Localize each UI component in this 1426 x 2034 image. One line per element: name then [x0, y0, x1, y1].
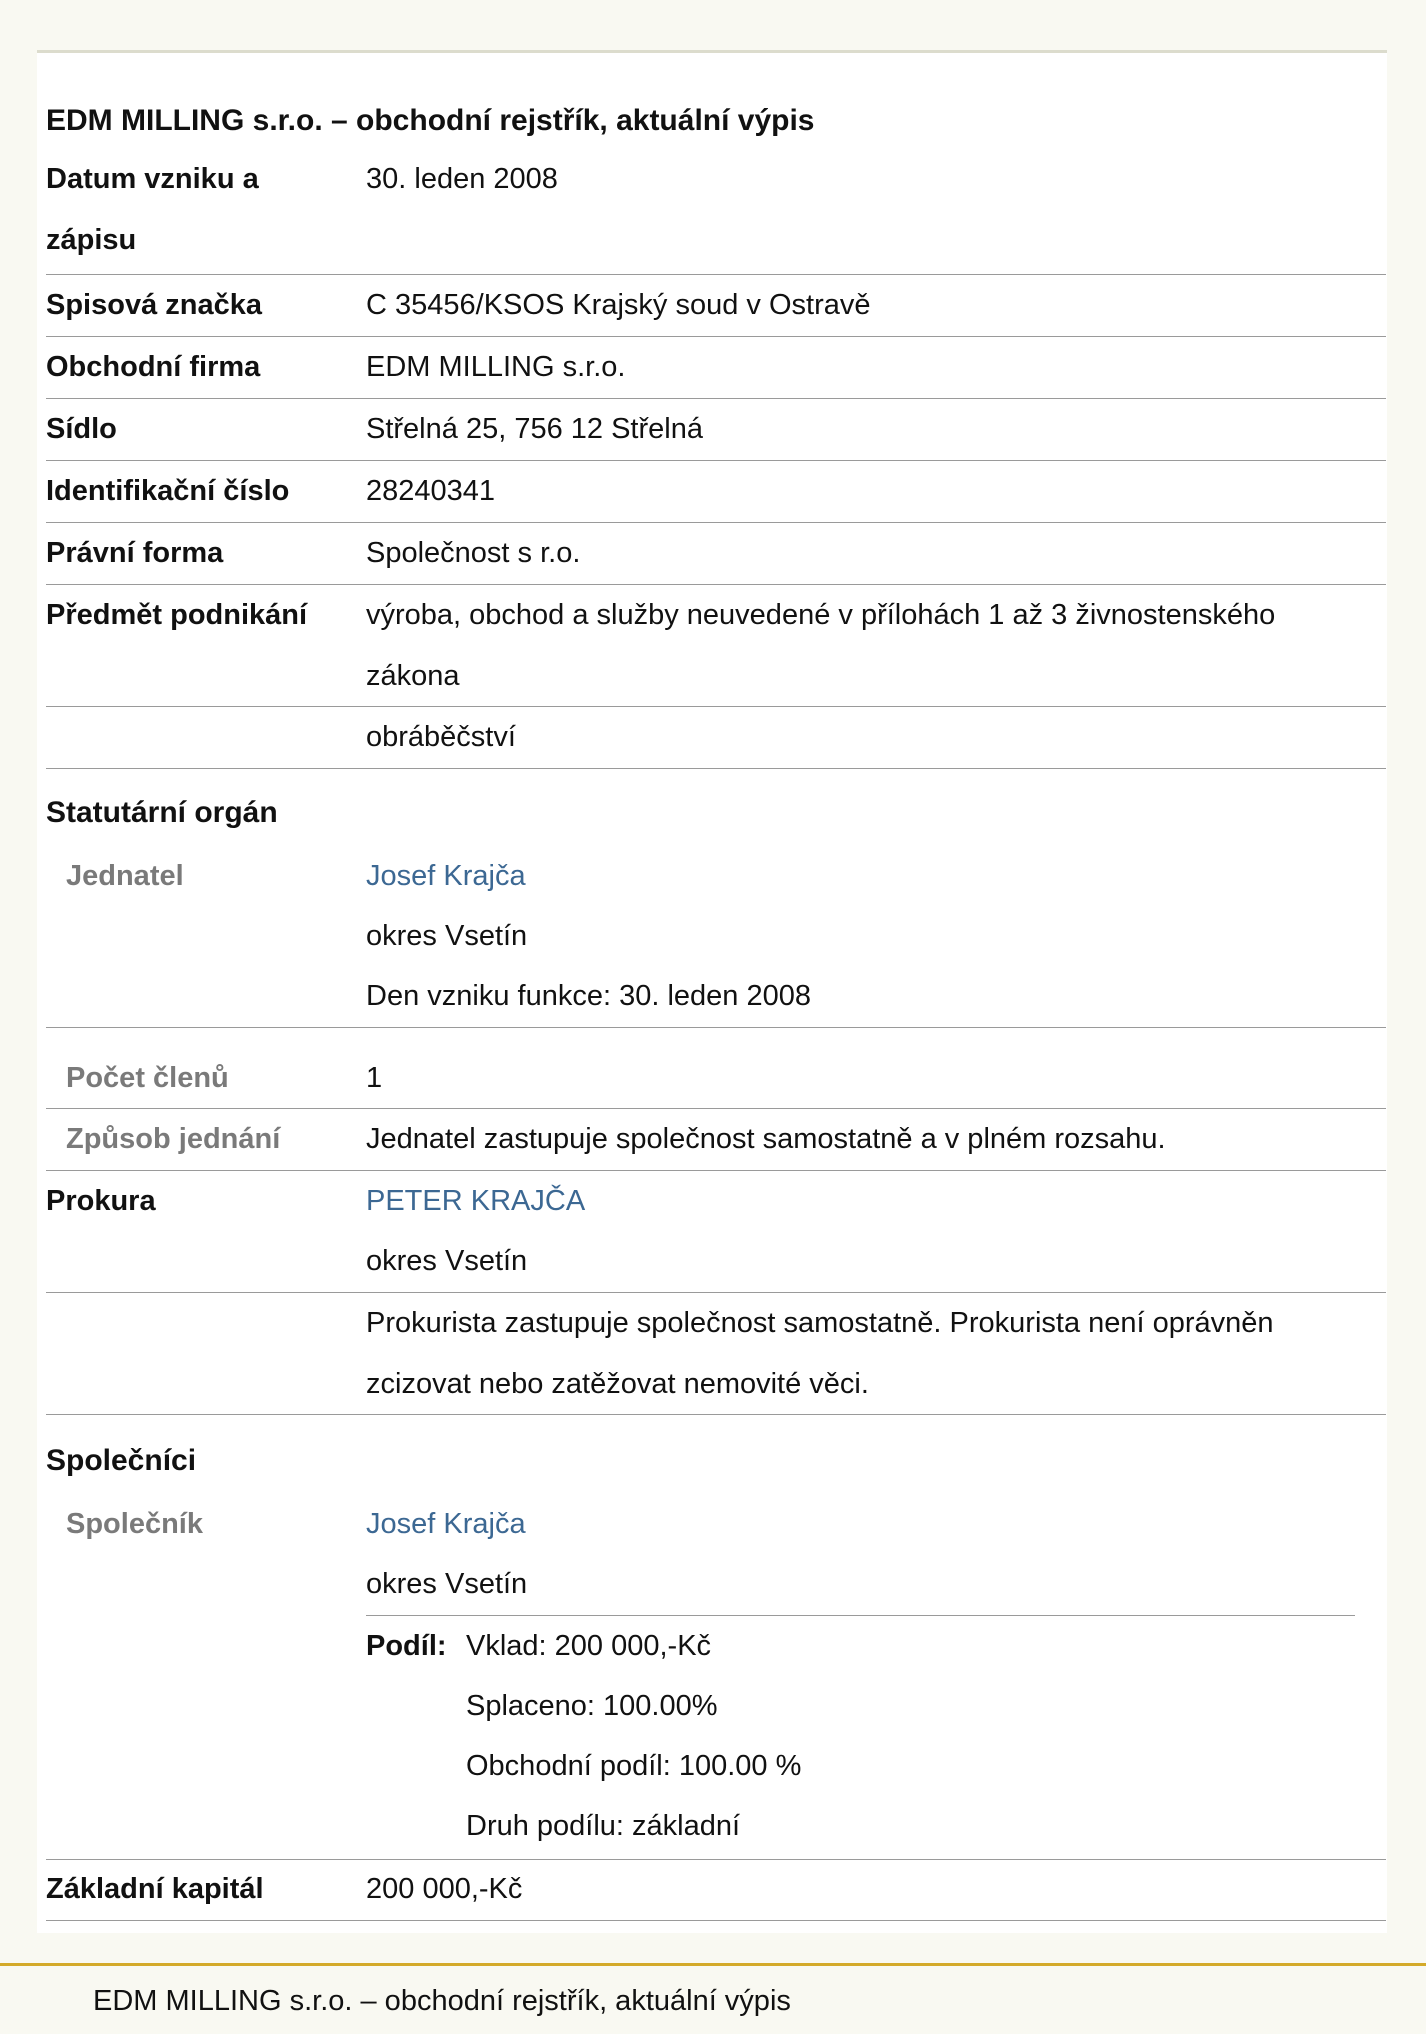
jednatel-okres: okres Vsetín [366, 920, 528, 952]
row-label: Sídlo [46, 413, 117, 445]
row-sidlo [46, 399, 1386, 461]
row-predmet-podnikani-2 [46, 707, 1386, 769]
spolecnik-name-link[interactable] [366, 1494, 1376, 1555]
row-value: výroba, obchod a služby neuvedené v přílohách 1 až 3 živnostenského zákona [366, 599, 1276, 692]
podil-obchodni: Obchodní podíl: 100.00 % [466, 1750, 802, 1782]
row-value: 1 [366, 1062, 383, 1094]
podil-vklad: Vklad: 200 000,-Kč [466, 1630, 712, 1662]
row-value: 28240341 [366, 475, 496, 507]
row-label: Základní kapitál [46, 1873, 264, 1905]
row-value: C 35456/KSOS Krajský soud v Ostravě [366, 289, 871, 321]
row-pocet-clenu [46, 1028, 1386, 1109]
row-label: Identifikační číslo [46, 475, 290, 507]
row-value: Jednatel zastupuje společnost samostatně a v plném rozsahu. [366, 1123, 1166, 1155]
row-prokura [46, 1171, 1386, 1293]
prokura-okres: okres Vsetín [366, 1245, 528, 1277]
jednatel-name-link[interactable] [366, 846, 1376, 907]
row-value: obráběčství [366, 721, 516, 753]
row-label: Předmět podnikání [46, 599, 308, 631]
spolecnik-okres: okres Vsetín [366, 1568, 528, 1600]
row-label: Právní forma [46, 537, 224, 569]
row-label: Datum vzniku a zápisu [46, 163, 259, 256]
row-label: Spisová značka [46, 289, 262, 321]
row-ico [46, 461, 1386, 523]
row-jednatel [46, 846, 1386, 1028]
row-value: Střelná 25, 756 12 Střelná [366, 413, 703, 445]
row-label: Jednatel [66, 860, 184, 892]
row-value: 30. leden 2008 [366, 163, 558, 195]
row-zakladni-kapital [46, 1859, 1386, 1921]
footer-divider [0, 1963, 1426, 1966]
row-value: Společnost s r.o. [366, 537, 581, 569]
row-pravni-forma [46, 523, 1386, 585]
podil-label: Podíl: [366, 1630, 447, 1662]
row-value: EDM MILLING s.r.o. [366, 351, 626, 383]
section-statutarni-organ: Statutární orgán [46, 796, 278, 829]
podil-splaceno: Splaceno: 100.00% [466, 1690, 718, 1722]
page-title: EDM MILLING s.r.o. – obchodní rejstřík, aktuální výpis [46, 104, 815, 137]
person-link[interactable]: Josef Krajča [366, 1508, 526, 1540]
row-obchodni-firma [46, 337, 1386, 399]
podil-druh: Druh podílu: základní [466, 1810, 741, 1842]
row-label: Počet členů [66, 1062, 229, 1094]
row-label: Společník [66, 1508, 203, 1540]
row-value: Prokurista zastupuje společnost samostatně. Prokurista není oprávněn zcizovat nebo zatěžovat nemovité věci. [366, 1307, 1274, 1400]
row-label: Obchodní firma [46, 351, 261, 383]
row-value: 200 000,-Kč [366, 1873, 523, 1905]
row-datum-vzniku [46, 149, 1386, 275]
person-link[interactable]: PETER KRAJČA [366, 1185, 586, 1217]
prokura-name-link[interactable] [366, 1171, 1376, 1232]
row-zpusob-jednani [46, 1109, 1386, 1171]
row-label: Prokura [46, 1185, 156, 1217]
section-spolecnici: Společníci [46, 1444, 197, 1477]
jednatel-den-vzniku: Den vzniku funkce: 30. leden 2008 [366, 980, 811, 1012]
row-prokura-note [46, 1293, 1386, 1415]
row-label: Způsob jednání [66, 1123, 281, 1155]
row-spisova-znacka [46, 275, 1386, 337]
person-link[interactable]: Josef Krajča [366, 860, 526, 892]
row-predmet-podnikani [46, 585, 1386, 707]
footer-text: EDM MILLING s.r.o. – obchodní rejstřík, aktuální výpis [93, 1985, 791, 2017]
